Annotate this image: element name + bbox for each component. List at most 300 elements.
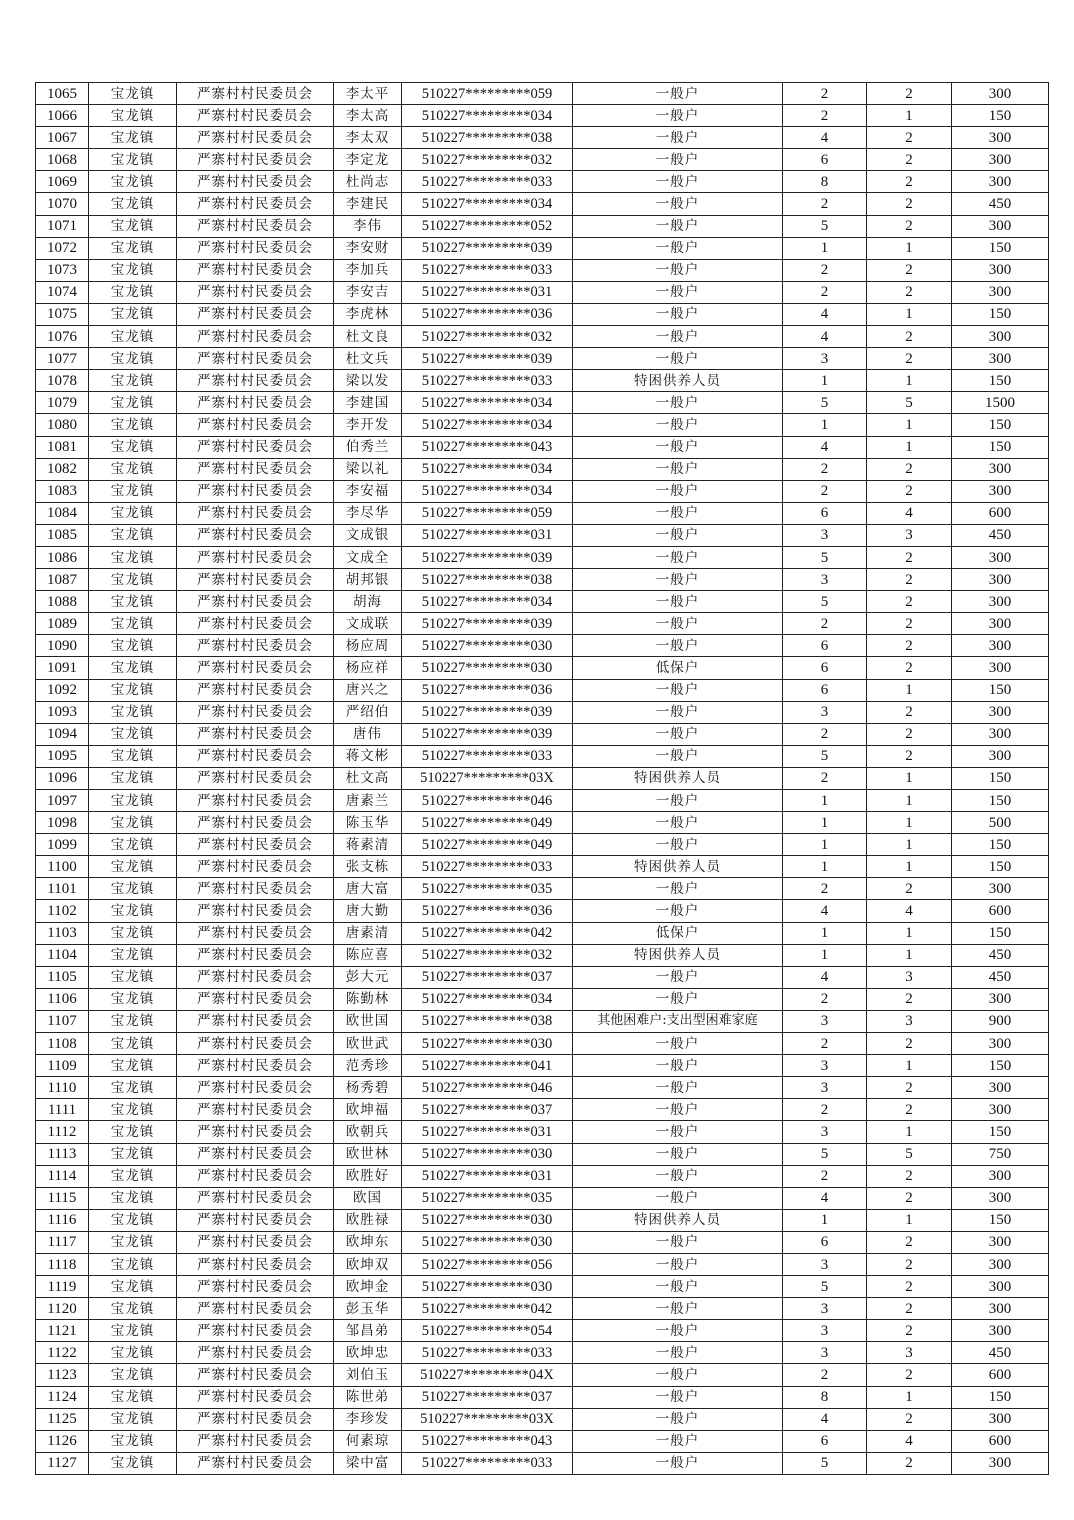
beneficiary-count-cell: 2 (867, 569, 952, 591)
beneficiary-count-cell: 3 (867, 1342, 952, 1364)
id-number-cell: 510227*********033 (402, 370, 573, 392)
village-committee-cell: 严寨村村民委员会 (177, 193, 334, 215)
household-size-cell: 5 (783, 1452, 867, 1474)
id-number-cell: 510227*********032 (402, 944, 573, 966)
table-row (36, 1187, 1049, 1209)
amount-cell: 300 (952, 348, 1049, 370)
household-size-cell: 4 (783, 1408, 867, 1430)
seq-cell: 1104 (36, 944, 89, 966)
household-type-cell: 一般户 (573, 392, 783, 414)
village-committee-cell: 严寨村村民委员会 (177, 1364, 334, 1386)
town-cell: 宝龙镇 (89, 745, 177, 767)
village-committee-cell: 严寨村村民委员会 (177, 569, 334, 591)
household-type-cell: 特困供养人员 (573, 944, 783, 966)
town-cell: 宝龙镇 (89, 414, 177, 436)
name-cell: 李太平 (334, 83, 402, 105)
amount-cell: 150 (952, 105, 1049, 127)
beneficiary-count-cell: 1 (867, 922, 952, 944)
town-cell: 宝龙镇 (89, 193, 177, 215)
household-size-cell: 2 (783, 1165, 867, 1187)
beneficiary-count-cell: 2 (867, 723, 952, 745)
household-size-cell: 3 (783, 1010, 867, 1032)
id-number-cell: 510227*********033 (402, 171, 573, 193)
name-cell: 李安福 (334, 480, 402, 502)
household-type-cell: 低保户 (573, 657, 783, 679)
beneficiary-count-cell: 2 (867, 1364, 952, 1386)
village-committee-cell: 严寨村村民委员会 (177, 370, 334, 392)
seq-cell: 1111 (36, 1099, 89, 1121)
table-row (36, 922, 1049, 944)
name-cell: 欧坤金 (334, 1276, 402, 1298)
household-type-cell: 一般户 (573, 966, 783, 988)
amount-cell: 300 (952, 1276, 1049, 1298)
town-cell: 宝龙镇 (89, 878, 177, 900)
village-committee-cell: 严寨村村民委员会 (177, 834, 334, 856)
village-committee-cell: 严寨村村民委员会 (177, 723, 334, 745)
household-type-cell: 特困供养人员 (573, 370, 783, 392)
seq-cell: 1094 (36, 723, 89, 745)
village-committee-cell: 严寨村村民委员会 (177, 878, 334, 900)
town-cell: 宝龙镇 (89, 259, 177, 281)
id-number-cell: 510227*********036 (402, 679, 573, 701)
name-cell: 张支栋 (334, 856, 402, 878)
beneficiary-count-cell: 1 (867, 834, 952, 856)
name-cell: 李安财 (334, 237, 402, 259)
table-row (36, 1408, 1049, 1430)
town-cell: 宝龙镇 (89, 458, 177, 480)
id-number-cell: 510227*********037 (402, 966, 573, 988)
household-type-cell: 一般户 (573, 569, 783, 591)
household-size-cell: 3 (783, 348, 867, 370)
town-cell: 宝龙镇 (89, 1121, 177, 1143)
id-number-cell: 510227*********043 (402, 1430, 573, 1452)
beneficiary-count-cell: 2 (867, 281, 952, 303)
village-committee-cell: 严寨村村民委员会 (177, 1276, 334, 1298)
household-size-cell: 5 (783, 546, 867, 568)
id-number-cell: 510227*********032 (402, 326, 573, 348)
id-number-cell: 510227*********046 (402, 790, 573, 812)
id-number-cell: 510227*********039 (402, 546, 573, 568)
beneficiary-count-cell: 2 (867, 988, 952, 1010)
table-row (36, 569, 1049, 591)
village-committee-cell: 严寨村村民委员会 (177, 1342, 334, 1364)
household-type-cell: 一般户 (573, 127, 783, 149)
household-type-cell: 一般户 (573, 1187, 783, 1209)
household-type-cell: 一般户 (573, 414, 783, 436)
table-row (36, 1165, 1049, 1187)
table-row (36, 613, 1049, 635)
household-type-cell: 一般户 (573, 193, 783, 215)
village-committee-cell: 严寨村村民委员会 (177, 988, 334, 1010)
amount-cell: 300 (952, 149, 1049, 171)
beneficiary-count-cell: 2 (867, 546, 952, 568)
village-committee-cell: 严寨村村民委员会 (177, 1033, 334, 1055)
town-cell: 宝龙镇 (89, 679, 177, 701)
village-committee-cell: 严寨村村民委员会 (177, 1055, 334, 1077)
village-committee-cell: 严寨村村民委员会 (177, 790, 334, 812)
name-cell: 杜尚志 (334, 171, 402, 193)
amount-cell: 300 (952, 281, 1049, 303)
village-committee-cell: 严寨村村民委员会 (177, 1143, 334, 1165)
household-size-cell: 8 (783, 171, 867, 193)
seq-cell: 1066 (36, 105, 89, 127)
id-number-cell: 510227*********039 (402, 723, 573, 745)
village-committee-cell: 严寨村村民委员会 (177, 922, 334, 944)
beneficiary-count-cell: 2 (867, 613, 952, 635)
beneficiary-count-cell: 1 (867, 237, 952, 259)
village-committee-cell: 严寨村村民委员会 (177, 326, 334, 348)
table-row (36, 303, 1049, 325)
name-cell: 刘伯玉 (334, 1364, 402, 1386)
id-number-cell: 510227*********030 (402, 1276, 573, 1298)
amount-cell: 150 (952, 790, 1049, 812)
household-size-cell: 4 (783, 966, 867, 988)
seq-cell: 1113 (36, 1143, 89, 1165)
name-cell: 蒋文彬 (334, 745, 402, 767)
name-cell: 李建民 (334, 193, 402, 215)
town-cell: 宝龙镇 (89, 1033, 177, 1055)
table-row (36, 259, 1049, 281)
amount-cell: 300 (952, 326, 1049, 348)
village-committee-cell: 严寨村村民委员会 (177, 1231, 334, 1253)
name-cell: 欧胜好 (334, 1165, 402, 1187)
id-number-cell: 510227*********046 (402, 1077, 573, 1099)
household-type-cell: 一般户 (573, 83, 783, 105)
town-cell: 宝龙镇 (89, 237, 177, 259)
village-committee-cell: 严寨村村民委员会 (177, 1320, 334, 1342)
beneficiary-count-cell: 2 (867, 83, 952, 105)
table-row (36, 1298, 1049, 1320)
beneficiary-count-cell: 2 (867, 1253, 952, 1275)
village-committee-cell: 严寨村村民委员会 (177, 348, 334, 370)
household-size-cell: 4 (783, 436, 867, 458)
town-cell: 宝龙镇 (89, 1187, 177, 1209)
table-row (36, 591, 1049, 613)
table-row (36, 635, 1049, 657)
village-committee-cell: 严寨村村民委员会 (177, 812, 334, 834)
household-size-cell: 3 (783, 1342, 867, 1364)
name-cell: 蒋素清 (334, 834, 402, 856)
town-cell: 宝龙镇 (89, 856, 177, 878)
town-cell: 宝龙镇 (89, 524, 177, 546)
household-size-cell: 2 (783, 878, 867, 900)
table-row (36, 657, 1049, 679)
amount-cell: 450 (952, 944, 1049, 966)
id-number-cell: 510227*********036 (402, 900, 573, 922)
household-type-cell: 一般户 (573, 105, 783, 127)
household-size-cell: 3 (783, 524, 867, 546)
table-row (36, 701, 1049, 723)
table-row (36, 1276, 1049, 1298)
beneficiary-count-cell: 2 (867, 1033, 952, 1055)
seq-cell: 1112 (36, 1121, 89, 1143)
beneficiary-count-cell: 1 (867, 812, 952, 834)
seq-cell: 1091 (36, 657, 89, 679)
household-size-cell: 4 (783, 127, 867, 149)
seq-cell: 1078 (36, 370, 89, 392)
beneficiary-count-cell: 2 (867, 1298, 952, 1320)
town-cell: 宝龙镇 (89, 502, 177, 524)
household-size-cell: 3 (783, 1077, 867, 1099)
table-row (36, 745, 1049, 767)
seq-cell: 1103 (36, 922, 89, 944)
beneficiary-count-cell: 2 (867, 1452, 952, 1474)
amount-cell: 150 (952, 237, 1049, 259)
household-type-cell: 一般户 (573, 215, 783, 237)
beneficiary-count-cell: 1 (867, 767, 952, 789)
name-cell: 胡邦银 (334, 569, 402, 591)
household-size-cell: 2 (783, 193, 867, 215)
beneficiary-count-cell: 2 (867, 127, 952, 149)
name-cell: 欧世武 (334, 1033, 402, 1055)
household-size-cell: 1 (783, 237, 867, 259)
id-number-cell: 510227*********037 (402, 1099, 573, 1121)
beneficiary-count-cell: 4 (867, 502, 952, 524)
household-size-cell: 3 (783, 701, 867, 723)
name-cell: 杜文良 (334, 326, 402, 348)
village-committee-cell: 严寨村村民委员会 (177, 259, 334, 281)
seq-cell: 1076 (36, 326, 89, 348)
name-cell: 唐兴之 (334, 679, 402, 701)
town-cell: 宝龙镇 (89, 546, 177, 568)
id-number-cell: 510227*********034 (402, 480, 573, 502)
town-cell: 宝龙镇 (89, 127, 177, 149)
table-row (36, 480, 1049, 502)
beneficiary-count-cell: 2 (867, 480, 952, 502)
seq-cell: 1105 (36, 966, 89, 988)
id-number-cell: 510227*********049 (402, 812, 573, 834)
town-cell: 宝龙镇 (89, 767, 177, 789)
id-number-cell: 510227*********034 (402, 591, 573, 613)
amount-cell: 600 (952, 1430, 1049, 1452)
town-cell: 宝龙镇 (89, 149, 177, 171)
town-cell: 宝龙镇 (89, 701, 177, 723)
household-type-cell: 特困供养人员 (573, 767, 783, 789)
name-cell: 严绍伯 (334, 701, 402, 723)
name-cell: 唐素清 (334, 922, 402, 944)
amount-cell: 450 (952, 1342, 1049, 1364)
beneficiary-count-cell: 1 (867, 1209, 952, 1231)
household-type-cell: 一般户 (573, 171, 783, 193)
name-cell: 欧坤双 (334, 1253, 402, 1275)
village-committee-cell: 严寨村村民委员会 (177, 127, 334, 149)
town-cell: 宝龙镇 (89, 1231, 177, 1253)
table-row (36, 237, 1049, 259)
household-size-cell: 3 (783, 1253, 867, 1275)
household-type-cell: 一般户 (573, 546, 783, 568)
name-cell: 欧朝兵 (334, 1121, 402, 1143)
town-cell: 宝龙镇 (89, 281, 177, 303)
household-type-cell: 一般户 (573, 1165, 783, 1187)
amount-cell: 1500 (952, 392, 1049, 414)
amount-cell: 150 (952, 767, 1049, 789)
table-row (36, 1209, 1049, 1231)
id-number-cell: 510227*********030 (402, 1231, 573, 1253)
household-type-cell: 一般户 (573, 1386, 783, 1408)
table-row (36, 348, 1049, 370)
table-row (36, 767, 1049, 789)
beneficiary-count-cell: 1 (867, 370, 952, 392)
household-size-cell: 5 (783, 1143, 867, 1165)
beneficiary-count-cell: 1 (867, 856, 952, 878)
beneficiary-count-cell: 4 (867, 1430, 952, 1452)
household-type-cell: 一般户 (573, 1253, 783, 1275)
table-row (36, 679, 1049, 701)
amount-cell: 300 (952, 1077, 1049, 1099)
id-number-cell: 510227*********033 (402, 1452, 573, 1474)
table-row (36, 1452, 1049, 1474)
village-committee-cell: 严寨村村民委员会 (177, 392, 334, 414)
household-type-cell: 一般户 (573, 723, 783, 745)
household-type-cell: 一般户 (573, 1121, 783, 1143)
seq-cell: 1068 (36, 149, 89, 171)
household-size-cell: 1 (783, 834, 867, 856)
household-size-cell: 5 (783, 215, 867, 237)
id-number-cell: 510227*********034 (402, 193, 573, 215)
name-cell: 李定龙 (334, 149, 402, 171)
name-cell: 范秀珍 (334, 1055, 402, 1077)
table-row (36, 171, 1049, 193)
household-size-cell: 2 (783, 767, 867, 789)
amount-cell: 300 (952, 1253, 1049, 1275)
household-type-cell: 一般户 (573, 900, 783, 922)
name-cell: 李开发 (334, 414, 402, 436)
town-cell: 宝龙镇 (89, 1077, 177, 1099)
table-row (36, 1055, 1049, 1077)
village-committee-cell: 严寨村村民委员会 (177, 745, 334, 767)
amount-cell: 300 (952, 259, 1049, 281)
beneficiary-count-cell: 2 (867, 458, 952, 480)
table-row (36, 790, 1049, 812)
seq-cell: 1101 (36, 878, 89, 900)
name-cell: 梁以礼 (334, 458, 402, 480)
amount-cell: 300 (952, 127, 1049, 149)
table-row (36, 436, 1049, 458)
table-row (36, 502, 1049, 524)
id-number-cell: 510227*********035 (402, 1187, 573, 1209)
table-row (36, 326, 1049, 348)
name-cell: 李伟 (334, 215, 402, 237)
seq-cell: 1119 (36, 1276, 89, 1298)
household-size-cell: 5 (783, 591, 867, 613)
table-row (36, 900, 1049, 922)
table-row (36, 1364, 1049, 1386)
table-row (36, 215, 1049, 237)
town-cell: 宝龙镇 (89, 348, 177, 370)
table-row (36, 127, 1049, 149)
village-committee-cell: 严寨村村民委员会 (177, 83, 334, 105)
household-type-cell: 一般户 (573, 259, 783, 281)
town-cell: 宝龙镇 (89, 303, 177, 325)
name-cell: 邹昌弟 (334, 1320, 402, 1342)
table-row (36, 1320, 1049, 1342)
town-cell: 宝龙镇 (89, 1320, 177, 1342)
amount-cell: 150 (952, 856, 1049, 878)
household-size-cell: 1 (783, 370, 867, 392)
household-size-cell: 1 (783, 1209, 867, 1231)
amount-cell: 300 (952, 1452, 1049, 1474)
name-cell: 杜文高 (334, 767, 402, 789)
amount-cell: 300 (952, 171, 1049, 193)
id-number-cell: 510227*********034 (402, 105, 573, 127)
household-type-cell: 一般户 (573, 237, 783, 259)
household-type-cell: 一般户 (573, 635, 783, 657)
seq-cell: 1115 (36, 1187, 89, 1209)
household-type-cell: 一般户 (573, 701, 783, 723)
name-cell: 李太双 (334, 127, 402, 149)
id-number-cell: 510227*********042 (402, 922, 573, 944)
seq-cell: 1109 (36, 1055, 89, 1077)
household-type-cell: 一般户 (573, 790, 783, 812)
household-size-cell: 2 (783, 613, 867, 635)
household-size-cell: 2 (783, 1033, 867, 1055)
seq-cell: 1114 (36, 1165, 89, 1187)
beneficiary-count-cell: 2 (867, 591, 952, 613)
seq-cell: 1106 (36, 988, 89, 1010)
name-cell: 李太高 (334, 105, 402, 127)
id-number-cell: 510227*********038 (402, 1010, 573, 1032)
seq-cell: 1096 (36, 767, 89, 789)
beneficiary-count-cell: 1 (867, 105, 952, 127)
table-row (36, 546, 1049, 568)
household-size-cell: 6 (783, 635, 867, 657)
name-cell: 梁中富 (334, 1452, 402, 1474)
village-committee-cell: 严寨村村民委员会 (177, 105, 334, 127)
town-cell: 宝龙镇 (89, 171, 177, 193)
beneficiary-count-cell: 2 (867, 326, 952, 348)
household-size-cell: 6 (783, 502, 867, 524)
town-cell: 宝龙镇 (89, 812, 177, 834)
name-cell: 彭玉华 (334, 1298, 402, 1320)
name-cell: 欧胜禄 (334, 1209, 402, 1231)
id-number-cell: 510227*********056 (402, 1253, 573, 1275)
town-cell: 宝龙镇 (89, 1165, 177, 1187)
town-cell: 宝龙镇 (89, 1408, 177, 1430)
village-committee-cell: 严寨村村民委员会 (177, 1187, 334, 1209)
table-row (36, 723, 1049, 745)
household-type-cell: 一般户 (573, 1320, 783, 1342)
household-type-cell: 一般户 (573, 613, 783, 635)
name-cell: 李建国 (334, 392, 402, 414)
id-number-cell: 510227*********033 (402, 1342, 573, 1364)
amount-cell: 300 (952, 480, 1049, 502)
seq-cell: 1075 (36, 303, 89, 325)
amount-cell: 900 (952, 1010, 1049, 1032)
beneficiary-count-cell: 2 (867, 1231, 952, 1253)
village-committee-cell: 严寨村村民委员会 (177, 1077, 334, 1099)
town-cell: 宝龙镇 (89, 723, 177, 745)
beneficiary-count-cell: 3 (867, 966, 952, 988)
seq-cell: 1123 (36, 1364, 89, 1386)
id-number-cell: 510227*********03X (402, 1408, 573, 1430)
seq-cell: 1079 (36, 392, 89, 414)
village-committee-cell: 严寨村村民委员会 (177, 458, 334, 480)
village-committee-cell: 严寨村村民委员会 (177, 679, 334, 701)
town-cell: 宝龙镇 (89, 1209, 177, 1231)
id-number-cell: 510227*********059 (402, 502, 573, 524)
amount-cell: 300 (952, 745, 1049, 767)
household-size-cell: 2 (783, 1364, 867, 1386)
name-cell: 唐素兰 (334, 790, 402, 812)
name-cell: 李安吉 (334, 281, 402, 303)
amount-cell: 500 (952, 812, 1049, 834)
town-cell: 宝龙镇 (89, 966, 177, 988)
village-committee-cell: 严寨村村民委员会 (177, 1165, 334, 1187)
id-number-cell: 510227*********052 (402, 215, 573, 237)
beneficiary-count-cell: 2 (867, 1320, 952, 1342)
village-committee-cell: 严寨村村民委员会 (177, 1452, 334, 1474)
name-cell: 文成银 (334, 524, 402, 546)
